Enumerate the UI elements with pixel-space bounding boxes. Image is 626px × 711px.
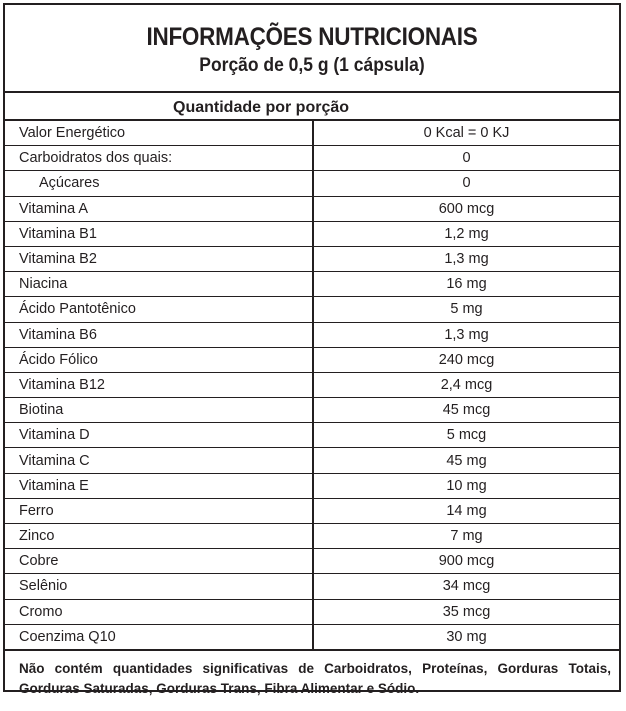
table-row [5, 574, 619, 599]
nutrient-name: Vitamina C [5, 448, 313, 473]
table-row [5, 171, 619, 196]
nutrient-name: Carboidratos dos quais: [5, 146, 313, 171]
table-row [5, 347, 619, 372]
nutrient-name: Vitamina E [5, 473, 313, 498]
nutrient-name: Ácido Pantotênico [5, 297, 313, 322]
nutrient-value: 45 mg [446, 452, 487, 469]
nutrient-table-body [5, 121, 619, 650]
nutrient-value: 2,4 mcg [440, 376, 493, 393]
nutrient-name: Açúcares [5, 171, 313, 196]
table-row [5, 498, 619, 523]
table-row [5, 599, 619, 624]
nutrient-value: 600 mcg [438, 200, 495, 217]
nutrient-name: Cromo [5, 599, 313, 624]
nutrient-value: 16 mg [446, 276, 487, 293]
table-row [5, 448, 619, 473]
table-row [5, 473, 619, 498]
nutrient-value: 34 mcg [442, 578, 491, 595]
nutrient-table [5, 121, 619, 651]
table-row [5, 398, 619, 423]
table-row [5, 196, 619, 221]
nutrient-name: Selênio [5, 574, 313, 599]
nutrient-name: Vitamina B2 [5, 246, 313, 271]
table-row [5, 624, 619, 650]
nutrient-name: Biotina [5, 398, 313, 423]
nutrient-name: Coenzima Q10 [5, 624, 313, 650]
nutrient-value: 0 [462, 175, 471, 192]
nutrient-value: 0 Kcal = 0 KJ [423, 125, 510, 142]
table-row [5, 146, 619, 171]
nutrient-value: 5 mcg [446, 427, 487, 444]
nutrient-value: 5 mg [450, 301, 483, 318]
nutrient-name: Vitamina B12 [5, 372, 313, 397]
table-row [5, 246, 619, 271]
footnote: Não contém quantidades significativas de Carboidratos, Proteínas, Gorduras Totais, Gorduras Saturadas, Gorduras Trans, Fibra Alimentar e Sódio. [19, 660, 611, 696]
table-row [5, 524, 619, 549]
nutrient-value: 45 mcg [442, 402, 491, 419]
table-row [5, 297, 619, 322]
nutrition-title: INFORMAÇÕES NUTRICIONAIS [146, 23, 478, 51]
nutrient-value: 14 mg [446, 502, 487, 519]
nutrient-name: Vitamina D [5, 423, 313, 448]
nutrient-name: Ferro [5, 498, 313, 523]
nutrient-value: 35 mcg [442, 603, 491, 620]
nutrient-name: Valor Energético [5, 121, 313, 146]
nutrient-name: Niacina [5, 272, 313, 297]
nutrient-name: Vitamina A [5, 196, 313, 221]
table-row [5, 272, 619, 297]
nutrient-name: Vitamina B6 [5, 322, 313, 347]
nutrient-value: 1,3 mg [444, 251, 489, 268]
table-row [5, 372, 619, 397]
nutrient-name: Zinco [5, 524, 313, 549]
nutrient-value: 1,3 mg [444, 326, 489, 343]
nutrient-name: Cobre [5, 549, 313, 574]
nutrient-value: 10 mg [446, 477, 487, 494]
table-row [5, 121, 619, 146]
quantity-per-serving-header: Quantidade por porção [5, 93, 619, 121]
table-row [5, 549, 619, 574]
nutrient-value: 1,2 mg [444, 225, 489, 242]
table-row [5, 221, 619, 246]
nutrition-header [5, 5, 619, 93]
nutrient-value: 7 mg [450, 528, 483, 545]
nutrient-name: Vitamina B1 [5, 221, 313, 246]
table-row [5, 423, 619, 448]
serving-size: Porção de 0,5 g (1 cápsula) [199, 55, 425, 76]
nutrient-value: 900 mcg [438, 553, 495, 570]
nutrient-value: 0 [462, 150, 471, 167]
nutrient-value: 240 mcg [438, 351, 495, 368]
table-row [5, 322, 619, 347]
nutrient-value: 30 mg [446, 628, 487, 645]
nutrition-facts-panel [3, 3, 621, 696]
nutrient-name: Ácido Fólico [5, 347, 313, 372]
